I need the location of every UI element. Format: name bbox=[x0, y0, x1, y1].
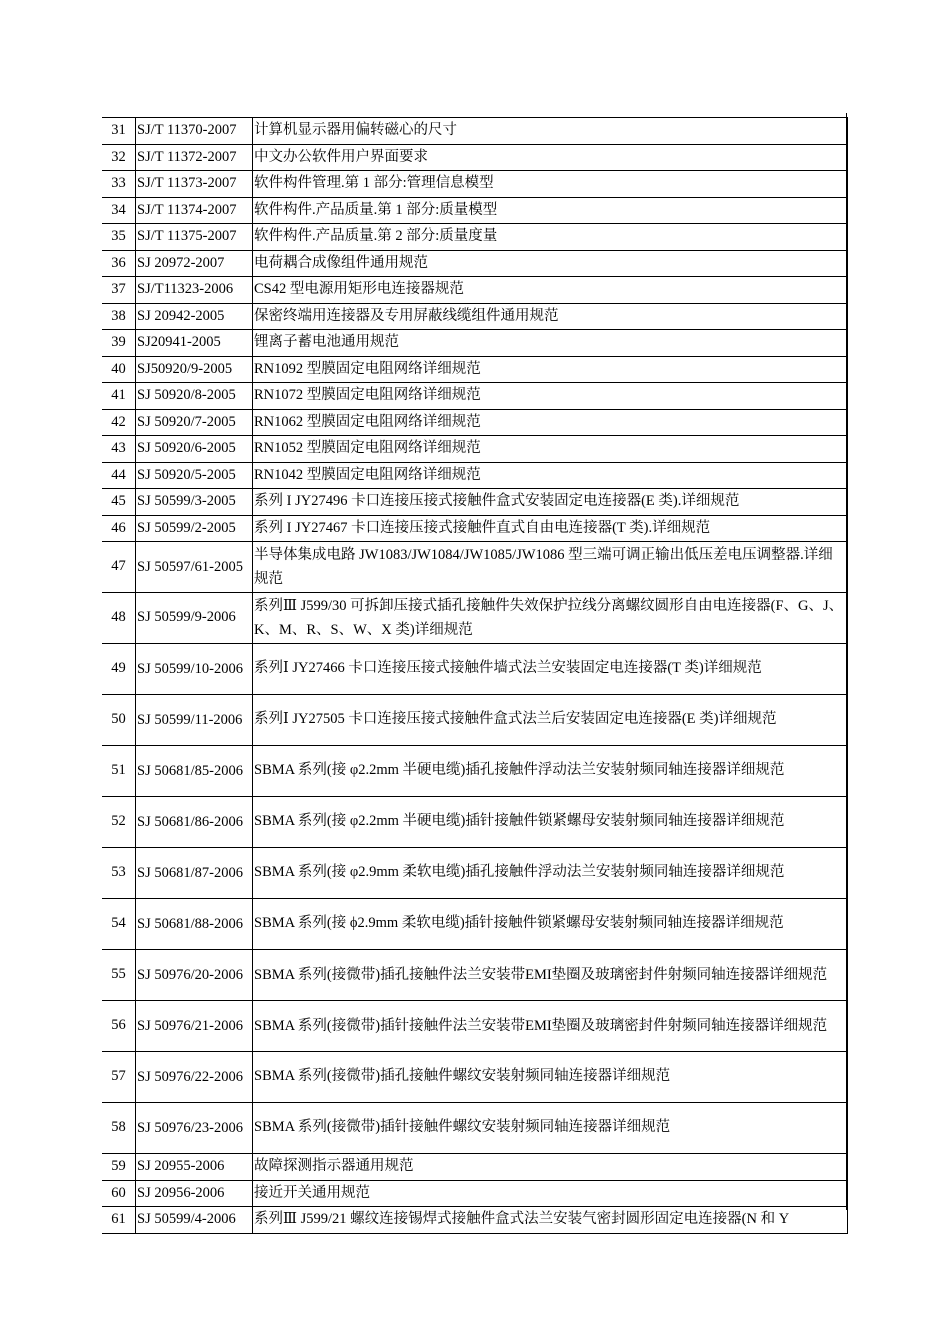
table-row bbox=[102, 409, 848, 436]
standard-title: SBMA 系列(接微带)插孔接触件螺纹安装射频同轴连接器详细规范 bbox=[253, 1052, 848, 1103]
row-number: 53 bbox=[102, 848, 136, 899]
standard-title: 中文办公软件用户界面要求 bbox=[253, 144, 848, 171]
standard-code: SJ20941-2005 bbox=[136, 330, 253, 357]
standard-title: 系列Ⅰ JY27505 卡口连接压接式接触件盒式法兰后安装固定电连接器(E 类)详细规范 bbox=[253, 695, 848, 746]
standard-code: SJ 50681/88-2006 bbox=[136, 899, 253, 950]
row-number: 35 bbox=[102, 224, 136, 251]
row-number: 32 bbox=[102, 144, 136, 171]
table-row bbox=[102, 436, 848, 463]
table-row bbox=[102, 515, 848, 542]
row-number: 37 bbox=[102, 277, 136, 304]
row-number: 58 bbox=[102, 1103, 136, 1154]
standard-title: SBMA 系列(接微带)插孔接触件法兰安装带EMI垫圈及玻璃密封件射频同轴连接器详细规范 bbox=[253, 950, 848, 1001]
standards-table bbox=[102, 117, 848, 1234]
table-row bbox=[102, 144, 848, 171]
standard-code: SJ 50597/61-2005 bbox=[136, 542, 253, 593]
standard-title: 保密终端用连接器及专用屏蔽线缆组件通用规范 bbox=[253, 303, 848, 330]
row-number: 36 bbox=[102, 250, 136, 277]
standard-code: SJ 50920/6-2005 bbox=[136, 436, 253, 463]
standard-code: SJ/T 11370-2007 bbox=[136, 118, 253, 145]
row-number: 34 bbox=[102, 197, 136, 224]
table-row bbox=[102, 303, 848, 330]
table-row bbox=[102, 330, 848, 357]
standard-title: SBMA 系列(接微带)插针接触件螺纹安装射频同轴连接器详细规范 bbox=[253, 1103, 848, 1154]
table-row bbox=[102, 250, 848, 277]
row-number: 39 bbox=[102, 330, 136, 357]
row-number: 52 bbox=[102, 797, 136, 848]
standard-title: 锂离子蓄电池通用规范 bbox=[253, 330, 848, 357]
standard-title: SBMA 系列(接 φ2.2mm 半硬电缆)插孔接触件浮动法兰安装射频同轴连接器详细规范 bbox=[253, 746, 848, 797]
standard-code: SJ 50976/20-2006 bbox=[136, 950, 253, 1001]
table-row bbox=[102, 644, 848, 695]
row-number: 61 bbox=[102, 1207, 136, 1234]
standard-code: SJ 20972-2007 bbox=[136, 250, 253, 277]
standard-code: SJ 20955-2006 bbox=[136, 1154, 253, 1181]
table-row bbox=[102, 1103, 848, 1154]
standard-code: SJ 50681/87-2006 bbox=[136, 848, 253, 899]
table-row bbox=[102, 797, 848, 848]
standard-code: SJ 50976/23-2006 bbox=[136, 1103, 253, 1154]
standard-code: SJ 50920/7-2005 bbox=[136, 409, 253, 436]
row-number: 46 bbox=[102, 515, 136, 542]
standard-code: SJ 50599/11-2006 bbox=[136, 695, 253, 746]
table-row bbox=[102, 593, 848, 644]
standard-title: RN1042 型膜固定电阻网络详细规范 bbox=[253, 462, 848, 489]
standard-code: SJ 50599/9-2006 bbox=[136, 593, 253, 644]
standard-title: RN1052 型膜固定电阻网络详细规范 bbox=[253, 436, 848, 463]
row-number: 57 bbox=[102, 1052, 136, 1103]
table-row bbox=[102, 1052, 848, 1103]
table-row bbox=[102, 542, 848, 593]
standard-title: SBMA 系列(接 φ2.2mm 半硬电缆)插针接触件锁紧螺母安装射频同轴连接器详细规范 bbox=[253, 797, 848, 848]
table-row bbox=[102, 277, 848, 304]
table-row bbox=[102, 848, 848, 899]
standard-code: SJ/T11323-2006 bbox=[136, 277, 253, 304]
standard-title: 计算机显示器用偏转磁心的尺寸 bbox=[253, 118, 848, 145]
table-row bbox=[102, 1180, 848, 1207]
table-row bbox=[102, 197, 848, 224]
row-number: 42 bbox=[102, 409, 136, 436]
row-number: 38 bbox=[102, 303, 136, 330]
standard-code: SJ 50599/10-2006 bbox=[136, 644, 253, 695]
table-row bbox=[102, 489, 848, 516]
row-number: 40 bbox=[102, 356, 136, 383]
row-number: 50 bbox=[102, 695, 136, 746]
standard-code: SJ/T 11373-2007 bbox=[136, 171, 253, 198]
table-row bbox=[102, 356, 848, 383]
standard-code: SJ/T 11375-2007 bbox=[136, 224, 253, 251]
standard-title: SBMA 系列(接微带)插针接触件法兰安装带EMI垫圈及玻璃密封件射频同轴连接器详细规范 bbox=[253, 1001, 848, 1052]
table-row bbox=[102, 462, 848, 489]
row-number: 55 bbox=[102, 950, 136, 1001]
standard-code: SJ50920/9-2005 bbox=[136, 356, 253, 383]
table-row bbox=[102, 224, 848, 251]
standard-title: 系列 I JY27496 卡口连接压接式接触件盒式安装固定电连接器(E 类).详细规范 bbox=[253, 489, 848, 516]
standard-title: 接近开关通用规范 bbox=[253, 1180, 848, 1207]
table-row bbox=[102, 950, 848, 1001]
table-row bbox=[102, 171, 848, 198]
standard-code: SJ 20956-2006 bbox=[136, 1180, 253, 1207]
standard-title: RN1092 型膜固定电阻网络详细规范 bbox=[253, 356, 848, 383]
row-number: 54 bbox=[102, 899, 136, 950]
row-number: 47 bbox=[102, 542, 136, 593]
standard-title: 系列Ⅲ J599/21 螺纹连接锡焊式接触件盒式法兰安装气密封圆形固定电连接器(N 和 Y bbox=[253, 1207, 848, 1234]
row-number: 44 bbox=[102, 462, 136, 489]
standard-code: SJ 50976/22-2006 bbox=[136, 1052, 253, 1103]
row-number: 43 bbox=[102, 436, 136, 463]
row-number: 48 bbox=[102, 593, 136, 644]
standard-title: 系列Ⅰ JY27466 卡口连接压接式接触件墙式法兰安装固定电连接器(T 类)详细规范 bbox=[253, 644, 848, 695]
standard-title: 电荷耦合成像组件通用规范 bbox=[253, 250, 848, 277]
standard-code: SJ 50681/86-2006 bbox=[136, 797, 253, 848]
standard-title: 系列Ⅲ J599/30 可拆卸压接式插孔接触件失效保护拉线分离螺纹圆形自由电连接器(F、G、J、K、M、R、S、W、X 类)详细规范 bbox=[253, 593, 848, 644]
standard-code: SJ/T 11372-2007 bbox=[136, 144, 253, 171]
table-row bbox=[102, 1001, 848, 1052]
standard-code: SJ 50599/3-2005 bbox=[136, 489, 253, 516]
row-number: 60 bbox=[102, 1180, 136, 1207]
row-number: 49 bbox=[102, 644, 136, 695]
row-number: 33 bbox=[102, 171, 136, 198]
standard-code: SJ 50599/4-2006 bbox=[136, 1207, 253, 1234]
standard-title: 半导体集成电路 JW1083/JW1084/JW1085/JW1086 型三端可调正输出低压差电压调整器.详细规范 bbox=[253, 542, 848, 593]
standard-title: 系列 I JY27467 卡口连接压接式接触件直式自由电连接器(T 类).详细规范 bbox=[253, 515, 848, 542]
table-row bbox=[102, 695, 848, 746]
row-number: 45 bbox=[102, 489, 136, 516]
standard-title: 软件构件.产品质量.第 1 部分:质量模型 bbox=[253, 197, 848, 224]
table-row bbox=[102, 118, 848, 145]
standard-code: SJ/T 11374-2007 bbox=[136, 197, 253, 224]
standard-title: RN1062 型膜固定电阻网络详细规范 bbox=[253, 409, 848, 436]
standard-title: 软件构件管理.第 1 部分:管理信息模型 bbox=[253, 171, 848, 198]
standard-title: SBMA 系列(接 ϕ2.9mm 柔软电缆)插针接触件锁紧螺母安装射频同轴连接器详细规范 bbox=[253, 899, 848, 950]
standard-code: SJ 50681/85-2006 bbox=[136, 746, 253, 797]
standard-title: RN1072 型膜固定电阻网络详细规范 bbox=[253, 383, 848, 410]
standards-table-body bbox=[102, 118, 848, 1234]
table-row bbox=[102, 383, 848, 410]
standard-title: SBMA 系列(接 φ2.9mm 柔软电缆)插孔接触件浮动法兰安装射频同轴连接器详细规范 bbox=[253, 848, 848, 899]
standard-title: 故障探测指示器通用规范 bbox=[253, 1154, 848, 1181]
standard-title: 软件构件.产品质量.第 2 部分:质量度量 bbox=[253, 224, 848, 251]
row-number: 31 bbox=[102, 118, 136, 145]
table-row bbox=[102, 1207, 848, 1234]
row-number: 41 bbox=[102, 383, 136, 410]
standard-code: SJ 20942-2005 bbox=[136, 303, 253, 330]
row-number: 51 bbox=[102, 746, 136, 797]
row-number: 59 bbox=[102, 1154, 136, 1181]
row-number: 56 bbox=[102, 1001, 136, 1052]
standard-code: SJ 50920/8-2005 bbox=[136, 383, 253, 410]
table-row bbox=[102, 746, 848, 797]
table-row bbox=[102, 1154, 848, 1181]
standard-code: SJ 50599/2-2005 bbox=[136, 515, 253, 542]
standard-title: CS42 型电源用矩形电连接器规范 bbox=[253, 277, 848, 304]
standard-code: SJ 50920/5-2005 bbox=[136, 462, 253, 489]
table-row bbox=[102, 899, 848, 950]
standard-code: SJ 50976/21-2006 bbox=[136, 1001, 253, 1052]
